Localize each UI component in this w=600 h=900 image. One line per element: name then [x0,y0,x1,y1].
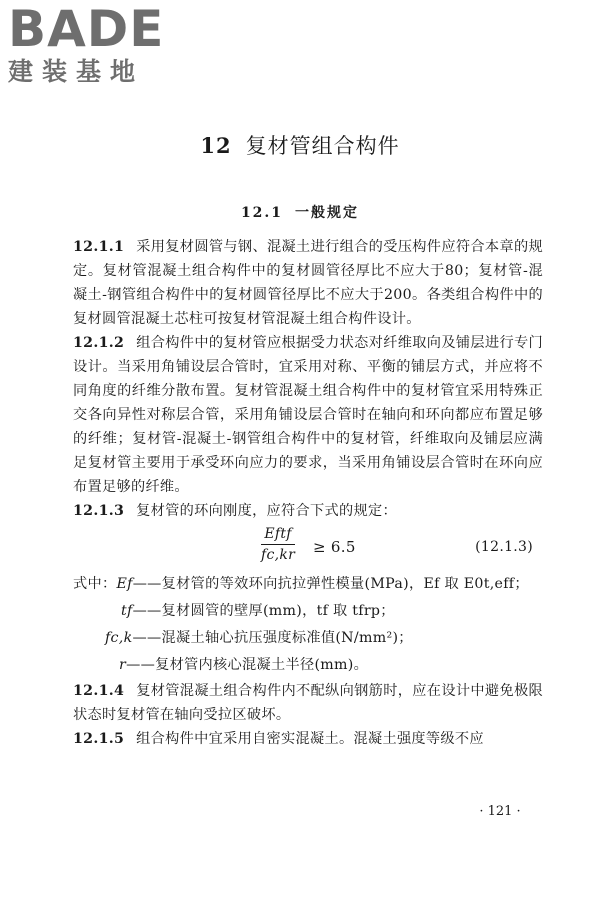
clause-12-1-2 [73,331,543,499]
section-name: 一般规定 [295,205,360,221]
definition-fck [73,625,543,652]
definition-dash: —— [132,576,162,592]
logo-subtitle: 建装基地 [8,57,145,86]
formula-denominator: fc,kr [261,547,296,563]
definition-r [73,652,543,679]
definition-text: 复材管内核心混凝土半径(mm)。 [155,657,369,673]
clause-number: 12.1.1 [73,239,125,255]
clause-text: 组合构件中的复材管应根据受力状态对纤维取向及铺层进行专门设计。当采用角铺设层合管时，宜采用对称、平衡的铺层方式，并应将不同角度的纤维分散布置。复材管混凝土组合构件中的复材管宜采用特殊正交各向异性对称层合管，采用角铺设层合管时在轴向和环向都应布置足够的纤维；复材管-混凝土-钢管组合构件中的复材管，纤维取向及铺层应满足复材管主要用于承受环向应力的要求，当采用角铺设层合管时在环向应布置足够的纤维。 [73,335,543,495]
clause-number: 12.1.5 [73,731,125,747]
definition-tf [73,598,543,625]
definition-symbol: r [119,657,127,673]
publisher-logo [8,0,178,86]
definition-symbol: fc,k [105,630,133,646]
clause-12-1-3 [73,499,543,523]
clause-text: 采用复材圆管与钢、混凝土进行组合的受压构件应符合本章的规定。复材管混凝土组合构件中的复材圆管径厚比不应大于80；复材管-混凝土-钢管组合构件中的复材圆管径厚比不应大于200。各类组合构件中的复材圆管混凝土芯柱可按复材管混凝土组合构件设计。 [73,239,543,327]
formula-12-1-3 [73,525,543,571]
clause-text: 复材管的环向刚度，应符合下式的规定： [136,503,397,519]
definitions-intro: 式中： [73,576,117,592]
definition-text: 混凝土轴心抗压强度标准值(N/mm²)； [161,630,413,646]
definition-symbol: tf [121,603,133,619]
clause-text: 组合构件中宜采用自密实混凝土。混凝土强度等级不应 [136,731,484,747]
clause-12-1-4 [73,679,543,727]
section-title [0,202,600,222]
clause-number: 12.1.2 [73,335,125,351]
clause-number: 12.1.4 [73,683,125,699]
equation-number: (12.1.3) [475,539,533,555]
formula-fraction [261,525,295,565]
formula-numerator: Eftf [264,526,292,542]
definition-dash: —— [132,603,162,619]
definition-text: 复材管的等效环向抗拉弹性模量(MPa)，Ef 取 E0t,eff； [161,576,529,592]
clause-number: 12.1.3 [73,503,125,519]
symbol-definitions [73,571,543,679]
clause-12-1-5 [73,727,543,751]
clause-text: 复材管混凝土组合构件内不配纵向钢筋时，应在设计中避免极限状态时复材管在轴向受拉区破坏。 [73,683,543,723]
definition-text: 复材圆管的壁厚(mm)，tf 取 tfrp； [161,603,395,619]
definition-dash: —— [132,630,162,646]
page-number: · 121 · [479,804,521,819]
definition-dash: —— [126,657,156,673]
definition-ef [73,571,543,598]
page-content [73,235,543,751]
formula-relation: ≥ 6.5 [313,538,356,556]
chapter-number: 12 [200,133,232,158]
section-number: 12.1 [240,205,284,221]
logo-wordmark: BADE [8,0,165,58]
definition-symbol: Ef [116,576,133,592]
clause-12-1-1 [73,235,543,331]
chapter-name: 复材管组合构件 [245,134,400,158]
chapter-title [0,130,600,160]
